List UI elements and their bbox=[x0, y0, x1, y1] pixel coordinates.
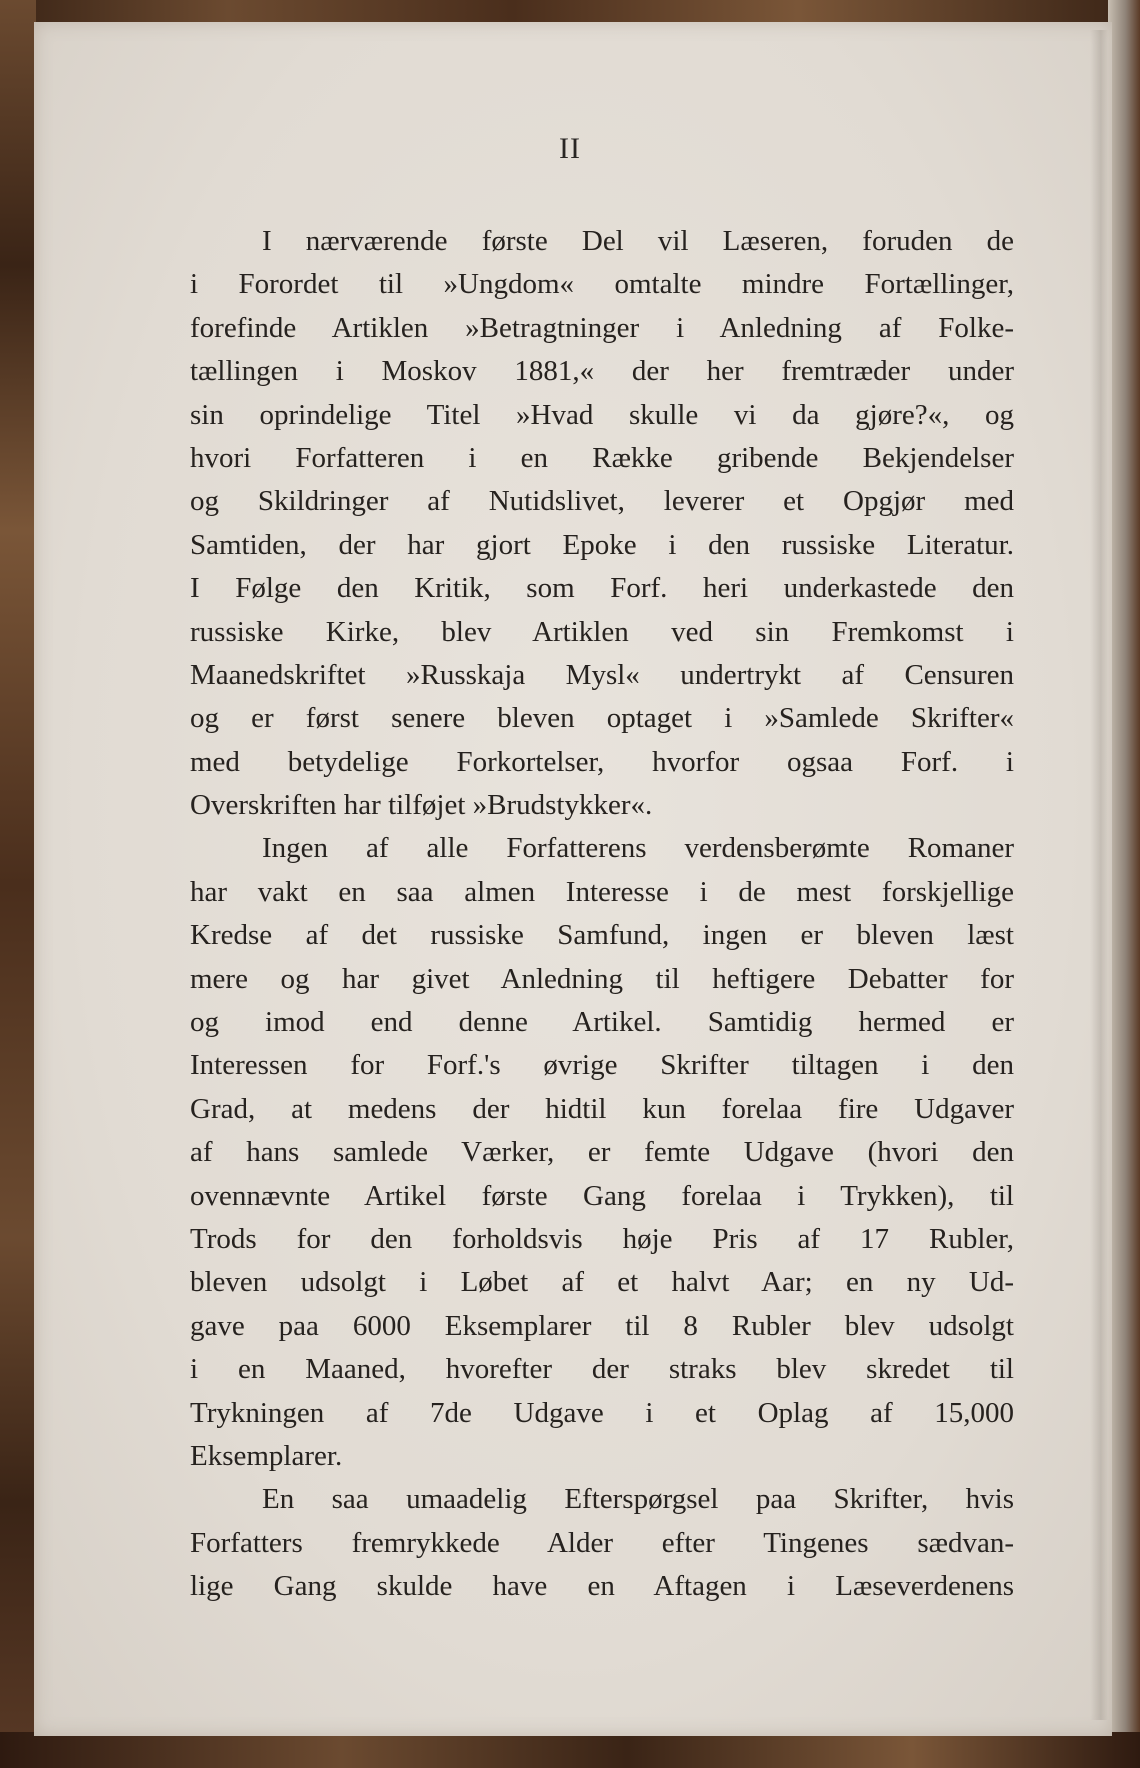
text-line: i Forordet til »Ungdom« omtalte mindre Fortællinger, bbox=[190, 268, 1014, 301]
text-line: russiske Kirke, blev Artiklen ved sin Fremkomst i bbox=[190, 615, 1014, 648]
text-line: med betydelige Forkortelser, hvorfor ogsaa Forf. i bbox=[190, 745, 1014, 778]
text-line: I nærværende første Del vil Læseren, foruden de bbox=[262, 225, 1014, 257]
text-line: tællingen i Moskov 1881,« der her fremtræder under bbox=[190, 355, 1014, 388]
text-line: lige Gang skulde have en Aftagen i Læseverdenens bbox=[190, 1570, 1014, 1603]
text-line: Kredse af det russiske Samfund, ingen er bleven læst bbox=[190, 919, 1014, 952]
book-edge-bottom bbox=[0, 1732, 1140, 1768]
text-line: bleven udsolgt i Løbet af et halvt Aar; en ny Ud- bbox=[190, 1266, 1014, 1299]
text-line: sin oprindelige Titel »Hvad skulle vi da gjøre?«, og bbox=[190, 398, 1014, 431]
text-line: Samtiden, der har gjort Epoke i den russiske Literatur. bbox=[190, 528, 1014, 561]
text-line: har vakt en saa almen Interesse i de mest forskjellige bbox=[190, 875, 1014, 908]
text-line: af hans samlede Værker, er femte Udgave (hvori den bbox=[190, 1136, 1014, 1169]
text-line: og Skildringer af Nutidslivet, leverer et Opgjør med bbox=[190, 485, 1014, 518]
text-line: hvori Forfatteren i en Række gribende Bekjendelser bbox=[190, 441, 1014, 474]
text-line: Forfatters fremrykkede Alder efter Tingenes sædvan- bbox=[190, 1526, 1014, 1559]
book-edge-left bbox=[0, 0, 36, 1768]
text-line: ovennævnte Artikel første Gang forelaa i Trykken), til bbox=[190, 1179, 1014, 1212]
text-line: I Følge den Kritik, som Forf. heri underkastede den bbox=[190, 572, 1014, 605]
text-line: Eksemplarer. bbox=[190, 1439, 343, 1472]
text-line: gave paa 6000 Eksemplarer til 8 Rubler blev udsolgt bbox=[190, 1309, 1014, 1342]
text-line: i en Maaned, hvorefter der straks blev skredet til bbox=[190, 1353, 1014, 1386]
text-line: og er først senere bleven optaget i »Samlede Skrifter« bbox=[190, 702, 1014, 735]
text-line: mere og har givet Anledning til heftigere Debatter for bbox=[190, 962, 1014, 995]
text-line: Ingen af alle Forfatterens verdensberømte Romaner bbox=[262, 832, 1014, 865]
page-number: II bbox=[559, 132, 581, 165]
text-line: og imod end denne Artikel. Samtidig hermed er bbox=[190, 1006, 1014, 1039]
body-text bbox=[190, 220, 1014, 1609]
text-line: Trods for den forholdsvis høje Pris af 17 Rubler, bbox=[190, 1222, 1014, 1255]
text-line: Grad, at medens der hidtil kun forelaa fire Udgaver bbox=[190, 1092, 1014, 1125]
text-line: forefinde Artiklen »Betragtninger i Anledning af Folke- bbox=[190, 311, 1014, 344]
text-line: Overskriften har tilføjet »Brudstykker«. bbox=[190, 789, 653, 822]
book-edge-right bbox=[1108, 0, 1140, 1768]
page-gutter-shadow bbox=[1090, 30, 1108, 1720]
text-line: En saa umaadelig Efterspørgsel paa Skrifter, hvis bbox=[262, 1483, 1014, 1516]
text-line: Maanedskriftet »Russkaja Mysl« undertrykt af Censuren bbox=[190, 658, 1014, 691]
text-line: Interessen for Forf.'s øvrige Skrifter tiltagen i den bbox=[190, 1049, 1014, 1082]
text-line: Trykningen af 7de Udgave i et Oplag af 15,000 bbox=[190, 1396, 1014, 1429]
